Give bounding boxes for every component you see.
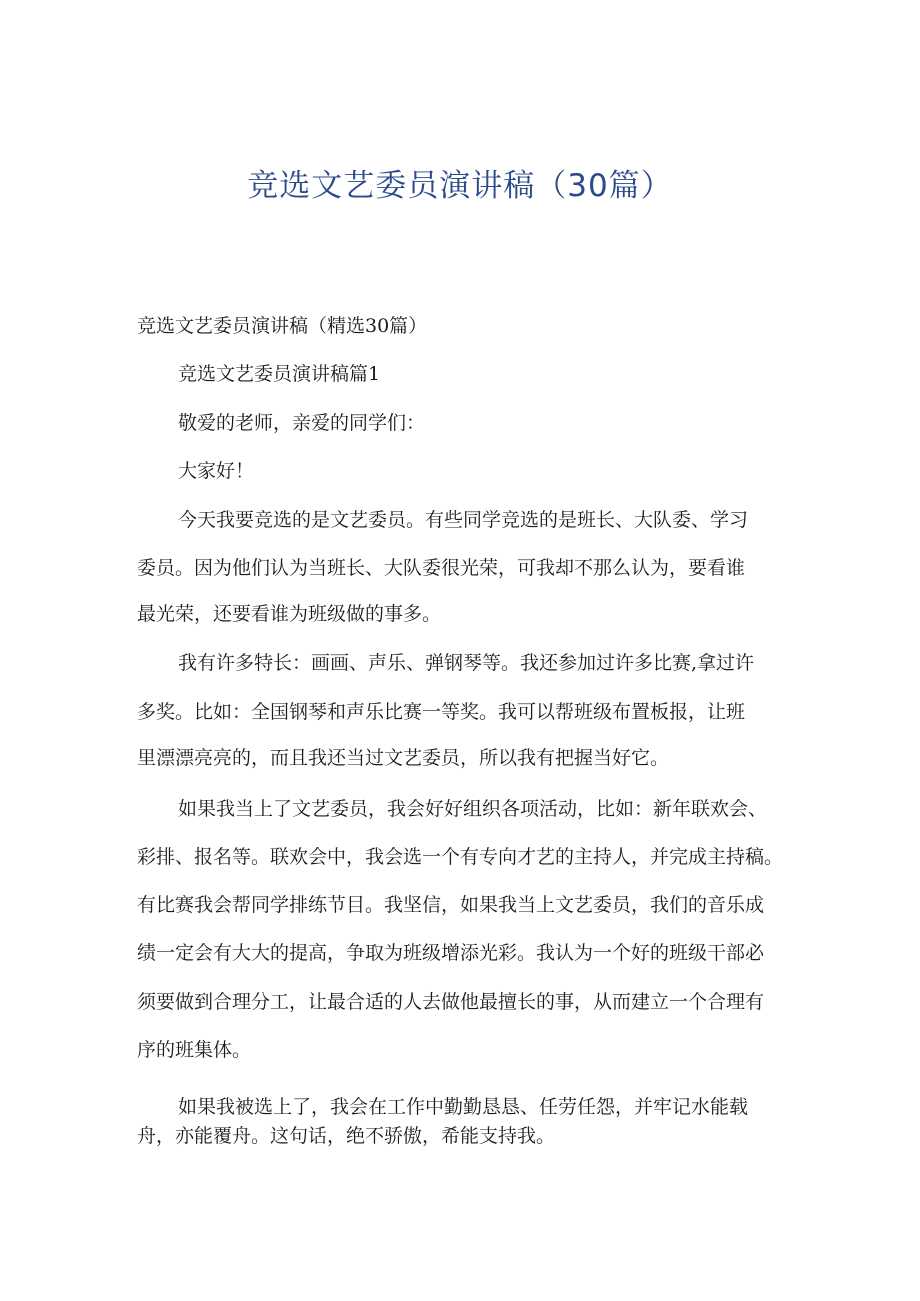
paragraph-4-line-1: 如果我被选上了，我会在工作中勤勤恳恳、任劳任怨，并牢记水能载 — [178, 1096, 749, 1118]
paragraph-1-line-3: 最光荣，还要看谁为班级做的事多。 — [137, 603, 442, 625]
paragraph-3-line-4: 绩一定会有大大的提高，争取为班级增添光彩。我认为一个好的班级干部必 — [137, 942, 765, 964]
paragraph-3-line-1: 如果我当上了文艺委员，我会好好组织各项活动，比如：新年联欢会、 — [178, 798, 768, 820]
salutation: 敬爱的老师，亲爱的同学们： — [178, 412, 426, 434]
paragraph-3-line-6: 序的班集体。 — [137, 1039, 252, 1061]
paragraph-3-line-2: 彩排、报名等。联欢会中，我会选一个有专向才艺的主持人，并完成主持稿。 — [137, 846, 784, 868]
paragraph-1-line-2: 委员。因为他们认为当班长、大队委很光荣，可我却不那么认为，要看谁 — [137, 557, 746, 579]
paragraph-2-line-2: 多奖。比如：全国钢琴和声乐比赛一等奖。我可以帮班级布置板报，让班 — [137, 701, 746, 723]
paragraph-2-line-1: 我有许多特长：画画、声乐、弹钢琴等。我还参加过许多比赛,拿过许 — [178, 652, 755, 674]
paragraph-4-line-2: 舟，亦能覆舟。这句话，绝不骄傲，希能支持我。 — [137, 1125, 556, 1147]
document-title: 竞选文艺委员演讲稿（30篇） — [247, 168, 673, 204]
paragraph-3-line-3: 有比赛我会帮同学排练节目。我坚信，如果我当上文艺委员，我们的音乐成 — [137, 894, 765, 916]
paragraph-1-line-1: 今天我要竞选的是文艺委员。有些同学竞选的是班长、大队委、学习 — [178, 509, 749, 531]
greeting: 大家好！ — [178, 460, 255, 482]
section-heading: 竞选文艺委员演讲稿篇1 — [178, 363, 381, 385]
paragraph-2-line-3: 里漂漂亮亮的，而且我还当过文艺委员，所以我有把握当好它。 — [137, 747, 670, 769]
subtitle-line: 竞选文艺委员演讲稿（精选30篇） — [137, 315, 428, 337]
paragraph-3-line-5: 须要做到合理分工，让最合适的人去做他最擅长的事，从而建立一个合理有 — [137, 991, 765, 1013]
